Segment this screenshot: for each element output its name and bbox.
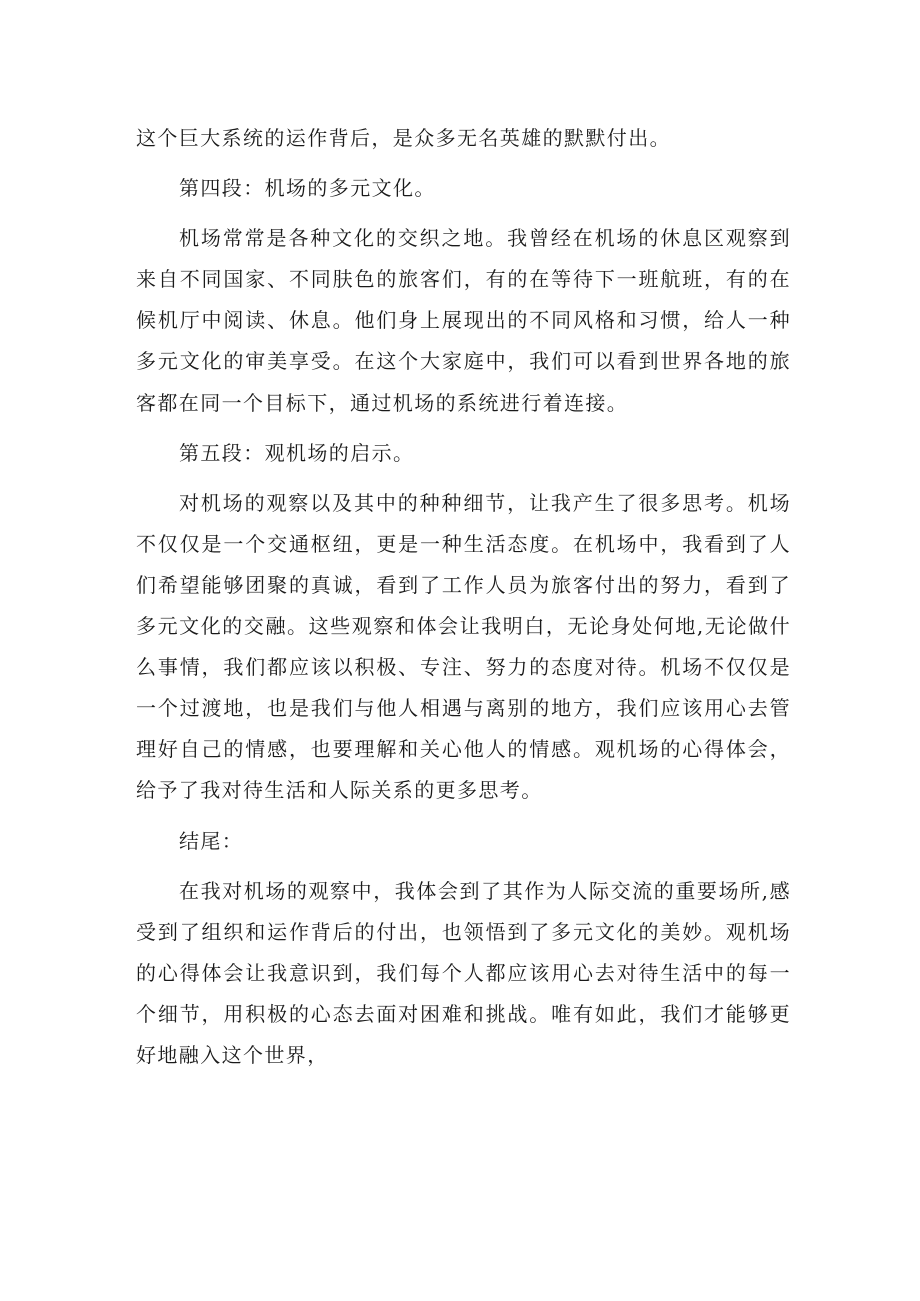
spacer (136, 211, 791, 218)
spacer (136, 864, 791, 871)
section4-paragraph: 机场常常是各种文化的交织之地。我曾经在机场的休息区观察到来自不同国家、不同肤色的旅客们，有的在等待下一班航班，有的在候机厅中阅读、休息。他们身上展现出的不同风格和习惯，给人一种多元文化的审美享受。在这个大家庭中，我们可以看到世界各地的旅客都在同一个目标下，通过机场的系统进行着连接。 (136, 226, 791, 415)
spacer (136, 426, 791, 433)
section5-heading: 第五段：观机场的启示。 (179, 440, 415, 465)
spacer (136, 814, 791, 821)
section4-heading: 第四段：机场的多元文化。 (179, 176, 436, 201)
document-body (136, 118, 791, 1078)
ending-paragraph: 在我对机场的观察中，我体会到了其作为人际交流的重要场所,感受到了组织和运作背后的付出，也领悟到了多元文化的美妙。观机场的心得体会让我意识到，我们每个人都应该用心去对待生活中的每一个细节，用积极的心态去面对困难和挑战。唯有如此，我们才能够更好地融入这个世界， (136, 878, 791, 1067)
spacer (136, 161, 791, 168)
spacer (136, 476, 791, 483)
continuation-paragraph: 这个巨大系统的运作背后，是众多无名英雄的默默付出。 (136, 126, 671, 150)
ending-heading: 结尾： (179, 828, 244, 853)
section5-paragraph: 对机场的观察以及其中的种种细节，让我产生了很多思考。机场不仅仅是一个交通枢纽，更是一种生活态度。在机场中，我看到了人们希望能够团聚的真诚，看到了工作人员为旅客付出的努力，看到了多元文化的交融。这些观察和体会让我明白，无论身处何地,无论做什么事情，我们都应该以积极、专注、努力的态度对待。机场不仅仅是一个过渡地，也是我们与他人相遇与离别的地方，我们应该用心去管理好自己的情感，也要理解和关心他人的情感。观机场的心得体会，给予了我对待生活和人际关系的更多思考。 (136, 490, 791, 803)
